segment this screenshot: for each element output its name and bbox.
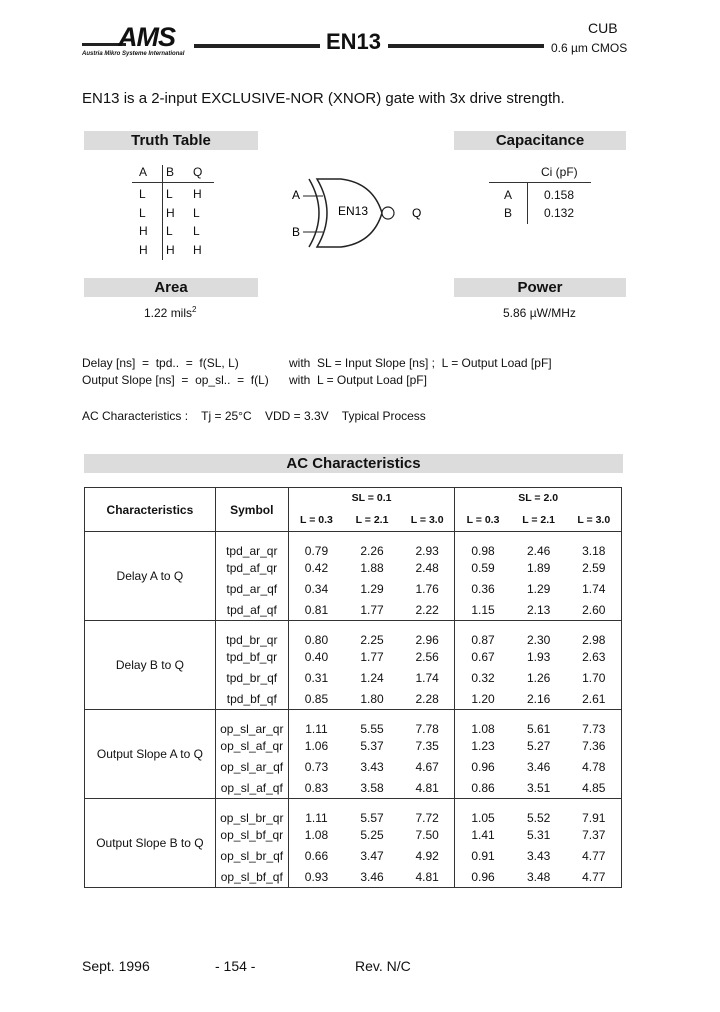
value-cell: 3.46 [344,867,400,888]
value-cell: 4.78 [567,757,622,778]
value-cell: 0.34 [288,579,344,600]
value-cell: 1.88 [360,561,384,575]
area-title: Area [84,278,258,297]
group-name: Delay B to Q [85,621,216,710]
area-value [144,305,196,320]
value-cell: 1.20 [455,689,511,710]
load-header: L = 0.3 [288,509,344,532]
truth-table-cell: H [166,242,175,257]
value-cell: 4.77 [567,846,622,867]
group-name: Output Slope B to Q [85,799,216,888]
header-rule-right [388,44,544,48]
table-row [85,710,622,736]
symbol-cell: tpd_br_qf [215,668,288,689]
value-cell: 0.96 [455,867,511,888]
symbol-cell: op_sl_af_qf [215,778,288,799]
value-cell: 3.47 [360,849,384,863]
footer-page: - 154 - [215,958,256,974]
truth-table-cell: H [193,242,202,257]
power-title: Power [454,278,626,297]
value-cell: 0.96 [455,757,511,778]
value-cell: 1.05 [455,799,511,825]
value-cell: 1.11 [288,710,344,736]
truth-table-cell: L [166,224,173,238]
load-header: L = 2.1 [344,509,400,532]
ac-title: AC Characteristics [84,454,623,473]
symbol-cell: tpd_bf_qf [215,689,288,710]
ac-header-symbol: Symbol [215,488,288,532]
symbol-cell: op_sl_af_qr [215,736,288,757]
symbol-cell: op_sl_bf_qf [215,867,288,888]
part-number: EN13 [326,29,382,54]
delay-formula-note: with SL = Input Slope [ns] ; L = Output Load [pF] [289,356,552,370]
delay-formula: Delay [ns] = tpd.. = f(SL, L) [82,356,239,370]
ac-table [84,487,622,888]
value-cell: 1.11 [288,799,344,825]
symbol-cell: op_sl_br_qf [215,846,288,867]
value-cell: 0.36 [455,579,511,600]
value-cell: 3.43 [526,849,551,863]
ac-conditions: AC Characteristics : Tj = 25°C VDD = 3.3V Typical Process [82,409,426,423]
truth-table-cell: H [139,242,148,257]
value-cell: 2.30 [511,621,567,647]
value-cell: 0.87 [455,621,511,647]
gate-output-q: Q [412,206,422,220]
load-header: L = 3.0 [400,509,455,532]
process-name: 0.6 µm CMOS [551,41,628,55]
value-cell: 7.91 [567,799,622,825]
logo-subtitle: Austria Mikro Systeme International [82,51,185,57]
truth-table-hline [132,182,214,183]
value-cell: 1.15 [455,600,511,621]
value-cell: 3.43 [360,760,384,774]
value-cell: 7.73 [567,710,622,736]
value-cell: 2.98 [567,621,622,647]
ac-table-body [85,532,622,888]
slope-formula-note: with L = Output Load [pF] [289,373,427,387]
value-cell: 1.80 [344,689,400,710]
logo: AMS [118,22,175,52]
symbol-cell: op_sl_ar_qf [215,757,288,778]
value-cell: 1.93 [526,650,551,664]
value-cell: 2.93 [400,532,455,558]
gate-input-a: A [292,188,301,202]
truth-table-header: Q [193,165,203,179]
value-cell: 1.76 [415,582,439,596]
truth-table-cell: L [193,205,200,220]
value-cell: 0.66 [288,846,344,867]
value-cell: 2.28 [400,689,455,710]
value-cell: 0.98 [455,532,511,558]
capacitance-header: Ci (pF) [541,165,578,179]
value-cell: 4.85 [567,778,622,799]
value-cell: 5.55 [344,710,400,736]
value-cell: 1.29 [526,582,551,596]
truth-table-cell: L [166,187,173,201]
capacitance-title: Capacitance [454,131,626,150]
library-name: CUB [588,20,618,36]
value-cell: 0.79 [288,532,344,558]
value-cell: 1.77 [360,650,384,664]
value-cell: 0.59 [455,558,511,579]
value-cell: 4.92 [415,849,439,863]
value-cell: 0.40 [288,647,344,668]
area-exponent: 2 [192,305,197,314]
capacitance-vline [527,182,528,224]
truth-table-header: B [166,165,175,179]
capacitance-hline [489,182,591,183]
symbol-cell: tpd_ar_qr [215,532,288,558]
value-cell: 3.58 [344,778,400,799]
xnor-gate-symbol [285,175,435,250]
value-cell: 3.18 [567,532,622,558]
symbol-cell: tpd_bf_qr [215,647,288,668]
value-cell: 4.81 [400,867,455,888]
value-cell: 5.25 [360,828,384,842]
table-row [85,621,622,647]
truth-table-cell: H [166,205,175,220]
value-cell: 4.67 [415,760,439,774]
gate-label: EN13 [338,204,369,218]
group-name: Output Slope A to Q [85,710,216,799]
footer-revision: Rev. N/C [355,958,411,974]
value-cell: 0.85 [288,689,344,710]
value-cell: 0.83 [288,778,344,799]
value-cell: 2.96 [400,621,455,647]
value-cell: 7.72 [400,799,455,825]
value-cell: 2.61 [567,689,622,710]
value-cell: 1.74 [567,579,622,600]
truth-table-cell: L [139,187,146,201]
value-cell: 1.70 [567,668,622,689]
value-cell: 1.08 [288,825,344,846]
ac-header-sl2: SL = 2.0 [455,488,622,509]
load-header: L = 0.3 [455,509,511,532]
value-cell: 0.42 [288,558,344,579]
value-cell: 3.46 [526,760,551,774]
value-cell: 0.93 [288,867,344,888]
symbol-cell: tpd_af_qr [215,558,288,579]
value-cell: 1.74 [415,671,439,685]
value-cell: 5.57 [344,799,400,825]
value-cell: 1.23 [455,736,511,757]
truth-table-cell: L [139,205,146,220]
value-cell: 0.86 [455,778,511,799]
value-cell: 1.29 [360,582,384,596]
value-cell: 2.13 [511,600,567,621]
truth-table-cell: H [139,224,148,238]
value-cell: 5.61 [511,710,567,736]
value-cell: 2.63 [567,647,622,668]
value-cell: 7.36 [567,736,622,757]
value-cell: 0.80 [288,621,344,647]
value-cell: 5.27 [526,739,551,753]
truth-table-title: Truth Table [84,131,258,150]
load-header: L = 3.0 [567,509,622,532]
cap-value-b: 0.132 [544,206,575,220]
cap-value-a: 0.158 [544,188,575,202]
power-value: 5.86 µW/MHz [503,306,576,320]
value-cell: 5.37 [360,739,384,753]
truth-table-cell: L [193,224,200,238]
value-cell: 0.31 [288,668,344,689]
value-cell: 0.32 [455,668,511,689]
value-cell: 1.89 [526,561,551,575]
value-cell: 1.26 [526,671,551,685]
value-cell: 7.78 [400,710,455,736]
symbol-cell: tpd_br_qr [215,621,288,647]
value-cell: 4.77 [567,867,622,888]
group-name: Delay A to Q [85,532,216,621]
cap-pin-a: A [504,188,513,202]
value-cell: 3.48 [511,867,567,888]
value-cell: 4.81 [400,778,455,799]
value-cell: 1.08 [455,710,511,736]
value-cell: 3.51 [511,778,567,799]
table-row [85,799,622,825]
value-cell: 0.73 [288,757,344,778]
symbol-cell: op_sl_bf_qr [215,825,288,846]
ac-header-characteristics: Characteristics [85,488,216,532]
value-cell: 5.52 [511,799,567,825]
symbol-cell: tpd_af_qf [215,600,288,621]
header-rule-left [194,44,320,48]
symbol-cell: op_sl_ar_qr [215,710,288,736]
value-cell: 7.37 [567,825,622,846]
value-cell: 2.22 [400,600,455,621]
truth-table-header: A [139,165,148,179]
description: EN13 is a 2-input EXCLUSIVE-NOR (XNOR) gate with 3x drive strength. [82,90,565,107]
value-cell: 1.24 [360,671,384,685]
slope-formula: Output Slope [ns] = op_sl.. = f(L) [82,373,269,387]
value-cell: 7.50 [415,828,439,842]
value-cell: 2.60 [567,600,622,621]
value-cell: 1.06 [288,736,344,757]
value-cell: 2.46 [511,532,567,558]
value-cell: 2.48 [415,561,439,575]
value-cell: 0.67 [455,647,511,668]
table-row [85,532,622,558]
value-cell: 5.31 [526,828,551,842]
value-cell: 7.35 [415,739,439,753]
value-cell: 2.26 [344,532,400,558]
footer-date: Sept. 1996 [82,958,150,974]
value-cell: 0.81 [288,600,344,621]
value-cell: 1.41 [455,825,511,846]
symbol-cell: op_sl_br_qr [215,799,288,825]
area-number: 1.22 mils [144,306,193,320]
symbol-cell: tpd_ar_qf [215,579,288,600]
value-cell: 2.25 [344,621,400,647]
value-cell: 2.16 [511,689,567,710]
value-cell: 0.91 [455,846,511,867]
truth-table-vline [162,165,163,260]
cap-pin-b: B [504,206,513,220]
value-cell: 2.56 [415,650,439,664]
ac-header-sl1: SL = 0.1 [288,488,455,509]
value-cell: 1.77 [344,600,400,621]
load-header: L = 2.1 [511,509,567,532]
value-cell: 2.59 [567,558,622,579]
truth-table-cell: H [193,187,202,201]
gate-input-b: B [292,225,301,239]
